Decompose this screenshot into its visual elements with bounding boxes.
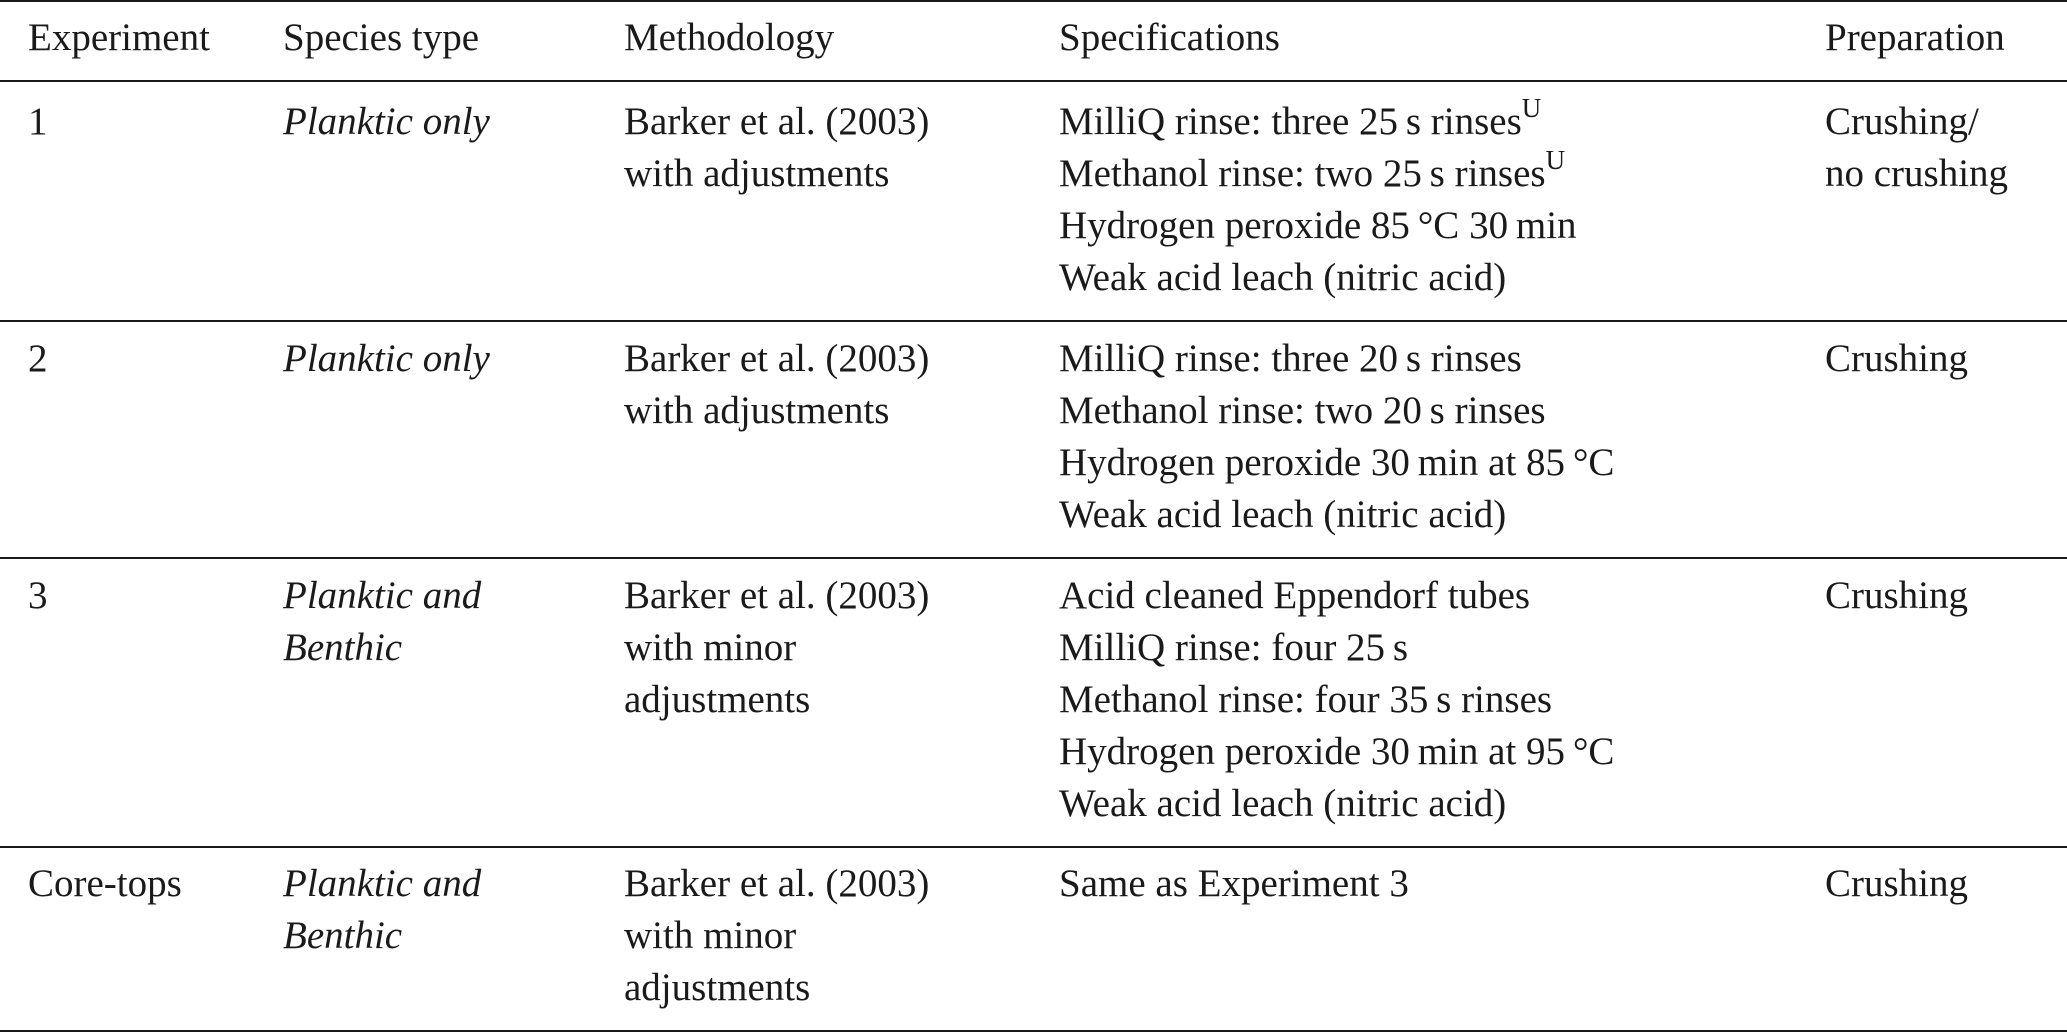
table-bottom-rule	[0, 1030, 2067, 1032]
header-preparation: Preparation	[1825, 16, 2005, 59]
cell-species-type: Planktic only	[283, 337, 490, 380]
header-bottom-rule	[0, 80, 2067, 82]
cell-preparation: Crushing	[1825, 337, 1969, 380]
cell-species-type: Planktic and Benthic	[283, 574, 482, 669]
cell-specifications: Same as Experiment 3	[1059, 862, 1409, 905]
header-methodology: Methodology	[624, 16, 835, 59]
cell-preparation: Crushing	[1825, 862, 1969, 905]
row-divider	[0, 320, 2067, 322]
cell-experiment: Core-tops	[28, 862, 182, 905]
cell-experiment: 2	[28, 337, 48, 380]
row-divider	[0, 557, 2067, 559]
row-divider	[0, 846, 2067, 848]
cell-specifications: Acid cleaned Eppendorf tubes MilliQ rinse: four 25 s Methanol rinse: four 35 s rinses Hydrogen peroxide 30 min at 95 °C Weak acid leach (nitric acid)	[1059, 574, 1615, 825]
cell-species-type: Planktic and Benthic	[283, 862, 482, 957]
cell-methodology: Barker et al. (2003) with adjustments	[624, 337, 930, 432]
footnote-marker: U	[1521, 93, 1542, 123]
cell-preparation: Crushing	[1825, 574, 1969, 617]
cell-methodology: Barker et al. (2003) with adjustments	[624, 100, 930, 195]
header-specifications: Specifications	[1059, 16, 1280, 59]
table-top-rule	[0, 0, 2067, 2]
cell-specifications: MilliQ rinse: three 20 s rinses Methanol rinse: two 20 s rinses Hydrogen peroxide 30 min at 85 °C Weak acid leach (nitric acid)	[1059, 337, 1615, 536]
footnote-marker: U	[1545, 145, 1566, 175]
cell-methodology: Barker et al. (2003) with minor adjustments	[624, 574, 930, 721]
cell-specifications: MilliQ rinse: three 25 s rinses$^U$ Methanol rinse: two 25 s rinses$^U$ Hydrogen peroxide 85 °C 30 min Weak acid leach (nitric acid)	[1059, 93, 1577, 299]
header-species-type: Species type	[283, 16, 480, 59]
cell-preparation: Crushing/ no crushing	[1825, 100, 2009, 195]
cell-methodology: Barker et al. (2003) with minor adjustments	[624, 862, 930, 1009]
cell-species-type: Planktic only	[283, 100, 490, 143]
header-experiment: Experiment	[28, 16, 210, 59]
cell-experiment: 1	[28, 100, 48, 143]
cell-experiment: 3	[28, 574, 48, 617]
